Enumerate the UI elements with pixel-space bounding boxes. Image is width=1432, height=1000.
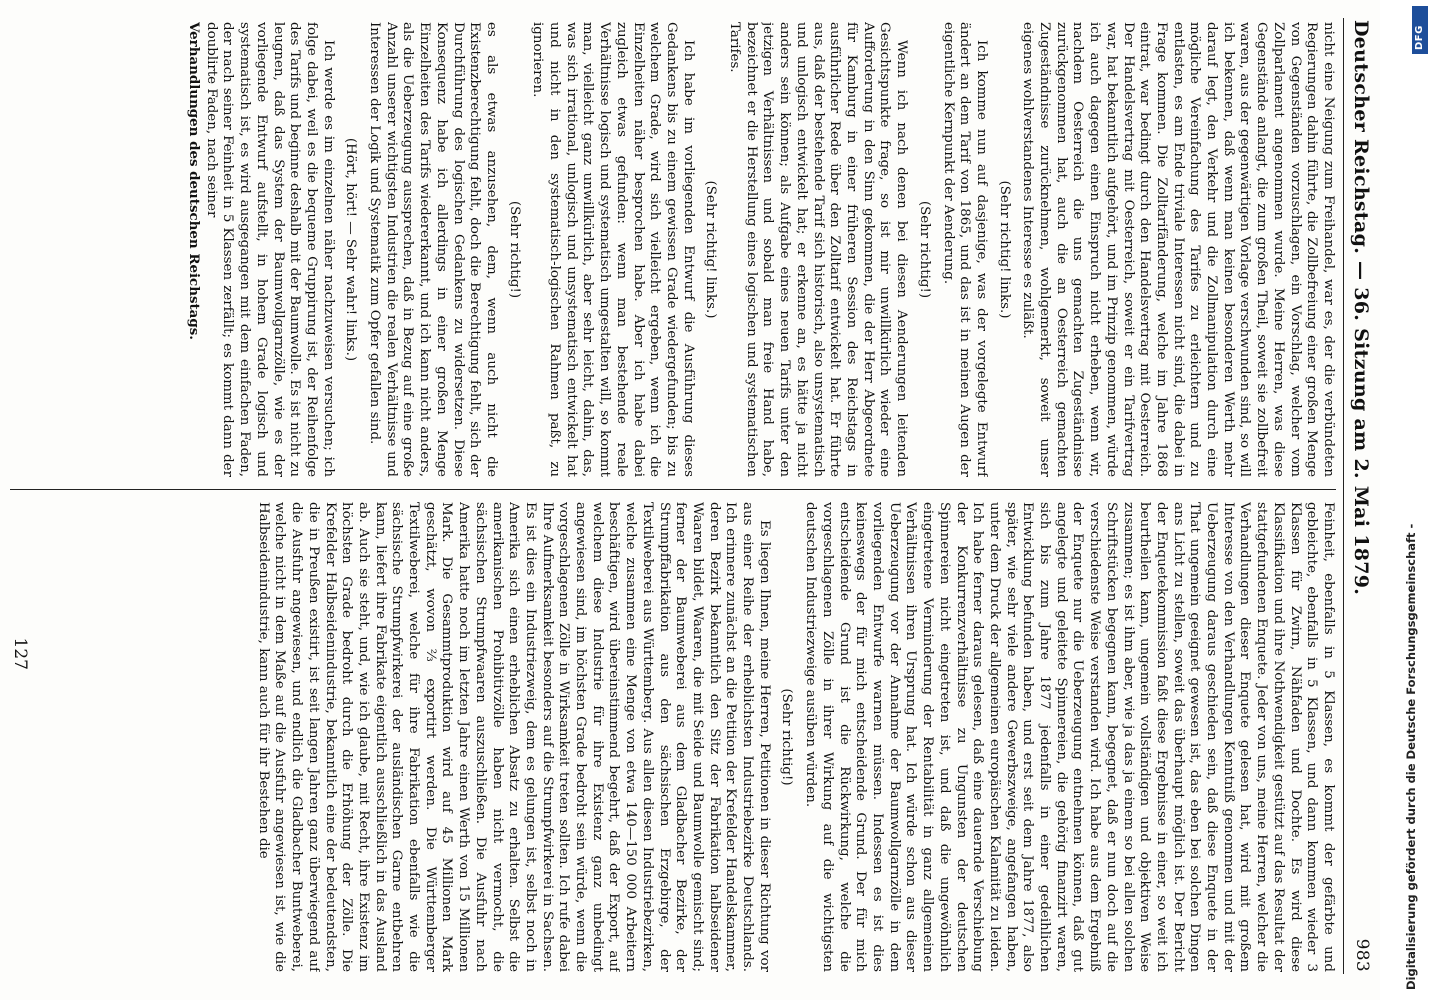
paragraph: Ich werde es im einzelnen näher nachzuweisen versuchen; ich folge dabei, weil es die bequeme Gruppirung ist, der Reihenfolge des Tarifs und beginne deshalb mit der Baumwolle. Es ist nicht zu leugnen, daß das System der Baumwollgarnzölle, wie es der vorliegende Entwurf aufstellt, in hohem Grade logisch und systematisch ist, es wird ausgegangen mit dem einfachen Faden, der nach seiner Feinheit in 5 Klassen zerfällt; es kommt dann der doublirte Faden, nach seiner [203,22,336,477]
sheet-number: 127 [10,637,30,670]
paragraph: Feinheit, ebenfalls in 5 Klassen, es kommt der gefärbte und gebleichte, ebenfalls in 5 Klassen, und dann kommen wieder 3 Klassen für Zwirn, Nähfaden und Dochte. Es wird diese Klassifikation und ihre Nothwendigkeit gestützt auf das Resultat der stattgefundenen Enquete. Jeder von uns, meine Herren, welcher die Verhandlungen dieser Enquete gelesen hat, wird mit großem Interesse von den Verhandlungen Kenntniß genommen und mit der Ueberzeugung daraus geschieden sein, daß diese Enquete in der That ungemein geeignet gewesen ist, das eben bei solchen Dingen ans Licht zu stellen, soweit das überhaupt möglich ist. Der Bericht der Enquetekommission faßt diese Ergebnisse in einer, so weit ich beurtheilen kann, ungemein vollständigen und objektiven Weise zusammen; es ist ihm aber, wie ja das ja einem so bei allen solchen Schriftstücken begegnen kann, begegnet, daß er nun doch auf die verschiedenste Weise verstanden wird. Ich habe aus dem Ergebniß der Enquete nur die Ueberzeugung entnehmen können, daß gut angelegte und geleitete Spinnereien, die gehörig finanzirt waren, sich bis zum Jahre 1877 jedenfalls in einer gedeihlichen Entwicklung befunden haben, und erst seit dem Jahre 1877, also später, wie sehr viele andere Gewerbszweige, angefangen haben, unter dem Druck der allgemeinen europäischen Kalamität zu leiden. Ich habe ferner daraus gelesen, daß eine dauernde Verschiebung der Konkurrenzverhältnisse zu Ungunsten der deutschen Spinnereien nicht eingetreten ist, und daß die ungewöhnlich eingetretene Verminderung der Rentabilität in ganz allgemeinen Verhältnissen ihren Ursprung hat. Ich würde schon aus dieser Ueberzeugung vor der Annahme der Baumwollgarnzölle in dem vorliegenden Entwurfe warnen müssen. Indessen es ist dies keineswegs der für mich entscheidende Grund. Der für mich entscheidende Grund ist die Rückwirkung, welche die vorgeschlagenen Zölle in ihrer Wirkung auf die wichtigsten deutschen Industriezweige ausüben würden. [803,502,1336,972]
interjection: (Sehr richtig! links.) [996,180,1012,319]
column-divider [10,489,1336,490]
digitisation-credit: Digitalisierung gefördert durch die Deutsche Forschungsgemeinschaft - [1404,523,1418,990]
interjection: (Sehr richtig! links.) [703,180,719,319]
interjection: (Sehr richtig!) [779,688,795,786]
interjection: (Hört, hört! — Sehr wahr! links.) [343,137,359,362]
paragraph: Es liegen Ihnen, meine Herren, Petitionen in dieser Richtung vor aus einer Reihe der erheblichsten Industriebezirke Deutschlands. Ich erinnere zunächst an die Petition der Krefelder Handelskammer, deren Bezirk bekanntlich den Sitz der Fabrikation halbseidener Waaren bildet, Waaren, die mit Seide und Baumwolle gemischt sind; ferner der Baumweberei aus dem Gladbacher Bezirke, der Strumpffabrikation aus den sächsischen Erzgebirge, der Textilweberei aus Württemberg. Aus allen diesen Industriebezirken, welche zusammen eine Menge von etwa 140—150 000 Arbeitern beschäftigen, wird übereinstimmend begehrt, daß der Export, auf welchem diese Industrie für ihre Existenz ganz unbedingt angewiesen sind, im höchsten Grade bedroht sein würde, wenn die vorgeschlagenen Zölle in Wirksamkeit treten sollten. Ich rufe dabei Ihre Aufmerksamkeit besonders auf die Strumpfwirkerei in Sachsen. Es ist dies ein Industriezweig, dem es gelungen ist, selbst noch in Amerika sich einen erheblichen Absatz zu erhalten. Selbst die amerikanischen Prohibitivzölle haben nicht vermocht, die sächsischen Strumpfwaaren auszuschließen. Die Ausfuhr nach Amerika hatte noch im letzten Jahre einen Werth von 15 Millionen Mark. Die Gesammtproduktion wird auf 45 Millionen Mark geschätzt, wovon ⅔ exportirt werden. Die Württemberger Textilweberei, welche für ihre Fabrikation ebenfalls wie die sächsische Strumpfwirkerei der ausländischen Garne entbehren kann, liefert ihre Fabrikate eigentlich ausschließlich in das Ausland ab. Auch sie steht, und, wie ich glaube, mit Recht, ihre Existenz im höchsten Grade bedroht durch die Erhöhung der Zölle. Die Krefelder Halbseidenindustrie, bekanntlich eine der bedeutendsten, die in Preußen existirt, ist seit langen Jahren ganz überwiegend auf die Ausfuhr angewiesen, und endlich die Gladbacher Buntweberei, welche nicht in dem Maße auf die Ausfuhr angewiesen ist, wie die Halbseidenindustrie, kann auch für ihr Bestehen die [255,502,772,972]
running-head-title: Deutscher Reichstag. — 36. Sitzung am 2. Mai 1879. [1350,20,1372,596]
header-rule [1343,18,1344,974]
interjection: (Sehr richtig!) [506,200,522,299]
footer-caption: Verhandlungen des deutschen Reichstags. [186,22,202,340]
paragraph: Ich komme nun auf dasjenige, was der vorgelegte Entwurf ändert an dem Tarif von 1865, und das ist in meinen Augen der eigentliche Kernpunkt der Aenderung. [940,22,989,477]
right-column [6,502,1336,972]
dfg-logo-icon: DFG [1412,6,1428,54]
interjection: (Sehr richtig!) [916,200,932,299]
running-head [1344,20,1374,972]
paragraph: Ich habe im vorliegenden Entwurf die Ausführung dieses Gedankens bis zu einem gewissen Grade wiedergefunden; bis zu welchem Grade, wird sich vielleicht ergeben, wenn ich die Einzelheiten näher besprochen habe. Aber ich habe dabei zugleich etwas gefunden: wenn man bestehende reale Verhältnisse logisch und systematisch umgestalten will, so kommt man, vielleicht ganz unwillkürlich, aber sehr leicht, dahin, das, was sich irrational, unlogisch und unsystematisch entwickelt hat und nicht in den systematisch-logischen Rahmen paßt, zu ignorieren. [530,22,696,477]
paragraph: es als etwas anzusehen, dem, wenn auch nicht die Existenzberechtigung fehlt, doch die Berechtigung fehlt, sich der Durchführung des logischen Gedankens zu widersetzen. Diese Konsequenz habe ich allerdings in einer großen Menge Einzelheiten des Tarifs wiedererkannt, und ich kann nicht anders, als die Ueberzeugung aussprechen, daß in Bezug auf eine große Anzahl unserer wichtigsten Industrien die realen Verhältnisse und Interessen der Logik und Systematik zum Opfer gefallen sind. [367,22,499,477]
page-number: 983 [1352,938,1372,972]
paragraph: nicht eine Neigung zum Freihandel, war es, der die verbündeten Regierungen dahin führte, die Zollbefreiung einer großen Menge von Gegenständen vorzuschlagen, ein Vorschlag, welcher vom Zollparlament angenommen wurde. Meine Herren, was diese Gegenstände anlangt, die zum großen Theil, soweit sie zollbefreit waren, aus der gegenwärtigen Vorlage verschwunden sind, so will ich bekennen, daß wenn man keinen besonderen Werth mehr darauf legt, den Verkehr und die Zollmanipulation durch eine mögliche Vereinfachung des Tarifes zu erleichtern und zu entlasten, es am Ende triviale Interessen nicht sind, die dabei in Frage kommen. Die Zolltarifänderung, welche im Jahre 1868 eintrat, war bedingt durch den Handelsvertrag mit Oesterreich. Der Handelsvertrag mit Oesterreich, soweit er ein Tarifvertrag war, hat bekanntlich aufgehört, und im Prinzip genommen, würde ich auch dagegen einen Einspruch nicht erheben, wenn wir, nachdem Oesterreich die uns gemachten Zugeständnisse zurückgenommen hat, auch die an Oesterreich gemachten Zugeständnisse zurücknehmen, wohlgemerkt, soweit unser eigenes wohlverstandenes Interesse es zuläßt. [1020,22,1336,477]
left-column [6,22,1336,477]
paragraph: Wenn ich nach denen bei diesen Aenderungen leitenden Gesichtspunkte frage, so ist mir unwillkürlich wieder eine Aufforderung in den Sinn gekommen, die der Herr Abgeordnete für Kamburg in einer früheren Session des Reichstags in ausführlicher Rede über den Zolltarif entwickelt hat. Er führte aus, daß der bestehende Tarif sich historisch, also unsystematisch und unlogisch entwickelt hat; er erkenne an, es hätte ja nicht anders sein können; als Aufgabe eines neuen Tarifs unter den jetzigen Verhältnissen und sobald man freie Hand habe, bezeichnet er die Herstellung eines logischen und systematischen Tarifes. [727,22,910,477]
